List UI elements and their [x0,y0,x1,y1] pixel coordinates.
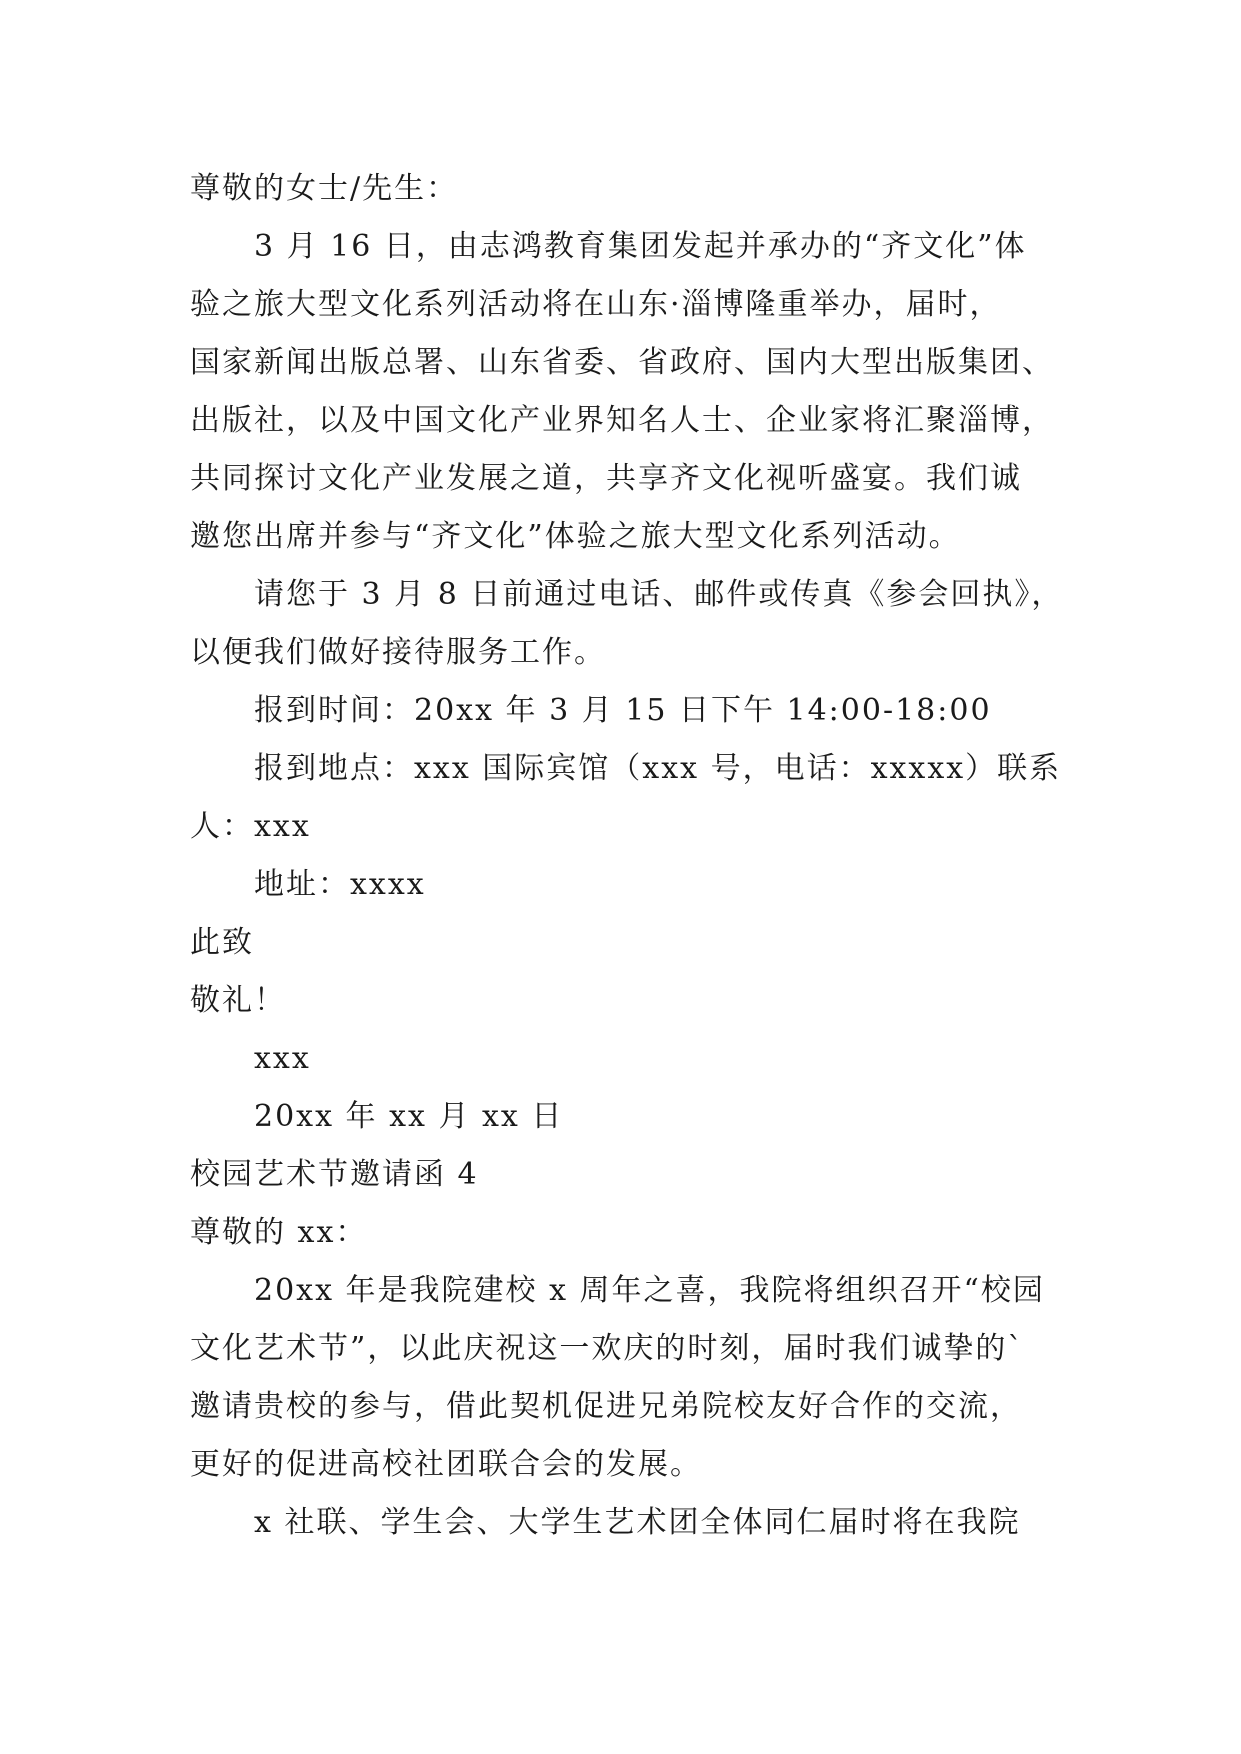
closing-1: 此致 [190,925,254,960]
signature: xxx [254,1041,311,1076]
paragraph-line: x 社联、学生会、大学生艺术团全体同仁届时将在我院 [254,1505,1021,1540]
paragraph-line: 邀您出席并参与“齐文化”体验之旅大型文化系列活动。 [190,519,961,554]
paragraph-line: 更好的促进高校社团联合会的发展。 [190,1447,702,1482]
paragraph-line: 国家新闻出版总署、山东省委、省政府、国内大型出版集团、 [190,345,1054,380]
date: 20xx 年 xx 月 xx 日 [254,1099,564,1134]
contact-person: 人：xxx [190,809,311,844]
salutation-2: 尊敬的 xx： [190,1215,368,1250]
letter-body [190,160,1070,1552]
paragraph-line: 出版社，以及中国文化产业界知名人士、企业家将汇聚淄博， [190,403,1054,438]
paragraph-line: 文化艺术节”，以此庆祝这一欢庆的时刻，届时我们诚挚的` [190,1331,1025,1366]
salutation-1: 尊敬的女士/先生： [190,171,459,206]
registration-time: 报到时间：20xx 年 3 月 15 日下午 14:00-18:00 [254,693,992,728]
registration-place: 报到地点：xxx 国际宾馆（xxx 号，电话：xxxxx）联系 [254,751,1062,786]
paragraph-line: 20xx 年是我院建校 x 周年之喜，我院将组织召开“校园 [254,1273,1045,1308]
address: 地址：xxxx [254,867,426,902]
paragraph-line: 验之旅大型文化系列活动将在山东·淄博隆重举办，届时， [190,287,1002,322]
paragraph-line: 共同探讨文化产业发展之道，共享齐文化视听盛宴。我们诚 [190,461,1022,496]
paragraph-line: 3 月 16 日，由志鸿教育集团发起并承办的“齐文化”体 [254,229,1027,264]
paragraph-line: 邀请贵校的参与，借此契机促进兄弟院校友好合作的交流， [190,1389,1022,1424]
paragraph-line: 请您于 3 月 8 日前通过电话、邮件或传真《参会回执》， [254,577,1064,612]
paragraph-line: 以便我们做好接待服务工作。 [190,635,606,670]
closing-2: 敬礼！ [190,983,286,1018]
section-heading: 校园艺术节邀请函 4 [190,1157,479,1192]
